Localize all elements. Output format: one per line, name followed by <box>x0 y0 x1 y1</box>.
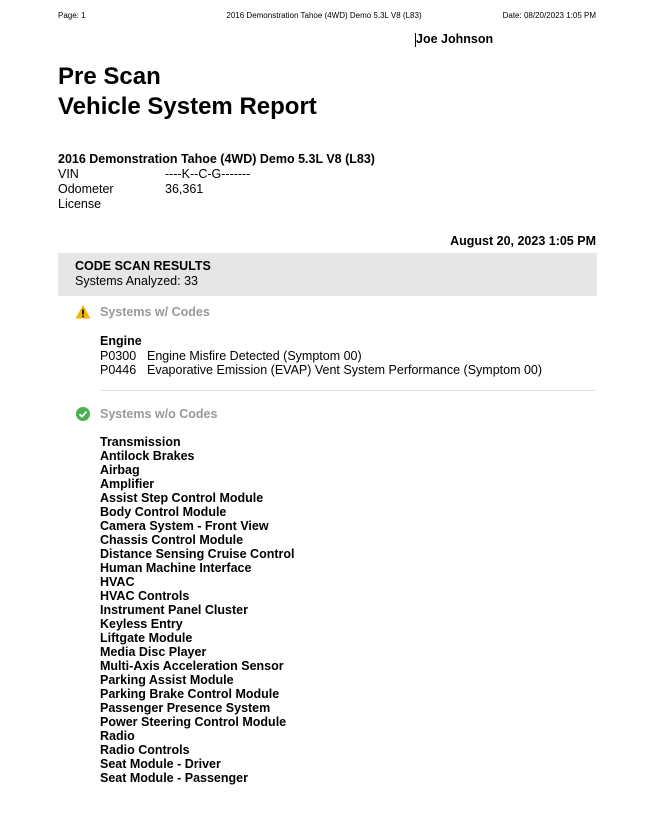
author-name[interactable]: Joe Johnson <box>416 32 494 46</box>
list-item: Distance Sensing Cruise Control <box>100 547 295 561</box>
vin-row <box>58 167 375 182</box>
license-row <box>58 197 375 212</box>
warning-icon <box>75 304 91 320</box>
header-vehicle: 2016 Demonstration Tahoe (4WD) Demo 5.3L V8 (L83) <box>226 11 422 20</box>
list-item: Multi-Axis Acceleration Sensor <box>100 659 284 673</box>
list-item: Parking Brake Control Module <box>100 687 280 701</box>
list-item: Chassis Control Module <box>100 533 244 547</box>
list-item: Assist Step Control Module <box>100 491 264 505</box>
list-item: Antilock Brakes <box>100 449 195 463</box>
check-circle-icon <box>75 406 91 422</box>
list-item: Media Disc Player <box>100 645 207 659</box>
systems-with-codes-label: Systems w/ Codes <box>100 305 210 319</box>
dtc-row <box>100 349 542 363</box>
code-scan-results-title: CODE SCAN RESULTS <box>75 259 211 273</box>
systems-without-codes-heading <box>75 406 217 422</box>
vin-value: ----K--C-G------- <box>165 167 251 181</box>
list-item: Human Machine Interface <box>100 561 252 575</box>
dtc-row <box>100 363 542 377</box>
report-title <box>58 62 317 122</box>
list-item: Power Steering Control Module <box>100 715 287 729</box>
systems-analyzed: Systems Analyzed: 33 <box>75 274 198 288</box>
systems-without-codes-label: Systems w/o Codes <box>100 407 218 421</box>
dtc-code: P0446 <box>100 363 137 377</box>
dtc-description: Engine Misfire Detected (Symptom 00) <box>147 349 362 363</box>
list-item: HVAC <box>100 575 135 589</box>
list-item: Seat Module - Passenger <box>100 771 248 785</box>
list-item: Amplifier <box>100 477 155 491</box>
list-item: Camera System - Front View <box>100 519 269 533</box>
vehicle-name: 2016 Demonstration Tahoe (4WD) Demo 5.3L V8 (L83) <box>58 152 375 166</box>
list-item: Keyless Entry <box>100 617 183 631</box>
systems-without-codes-list <box>100 435 294 785</box>
odometer-label: Odometer <box>58 182 114 196</box>
list-item: Transmission <box>100 435 181 449</box>
list-item: Radio <box>100 729 135 743</box>
list-item: Body Control Module <box>100 505 227 519</box>
systems-with-codes-heading <box>75 304 210 320</box>
vin-label: VIN <box>58 167 79 181</box>
header-date: Date: 08/20/2023 1:05 PM <box>502 11 596 20</box>
list-item: Instrument Panel Cluster <box>100 603 248 617</box>
vehicle-info <box>58 152 375 212</box>
engine-codes <box>100 334 542 377</box>
list-item: Seat Module - Driver <box>100 757 221 771</box>
code-scan-results-box <box>58 253 597 296</box>
list-item: Radio Controls <box>100 743 190 757</box>
dtc-code: P0300 <box>100 349 137 363</box>
list-item: Passenger Presence System <box>100 701 271 715</box>
list-item: HVAC Controls <box>100 589 190 603</box>
odometer-row <box>58 182 375 197</box>
report-title-line2: Vehicle System Report <box>58 93 317 120</box>
list-item: Liftgate Module <box>100 631 193 645</box>
engine-module-name: Engine <box>100 334 142 348</box>
report-title-line1: Pre Scan <box>58 63 161 90</box>
section-divider <box>100 390 596 391</box>
dtc-description: Evaporative Emission (EVAP) Vent System Performance (Symptom 00) <box>147 363 543 377</box>
odometer-value: 36,361 <box>165 182 204 196</box>
list-item: Parking Assist Module <box>100 673 234 687</box>
license-label: License <box>58 197 102 211</box>
report-date: August 20, 2023 1:05 PM <box>450 234 596 248</box>
page-number: Page: 1 <box>58 11 86 20</box>
list-item: Airbag <box>100 463 140 477</box>
